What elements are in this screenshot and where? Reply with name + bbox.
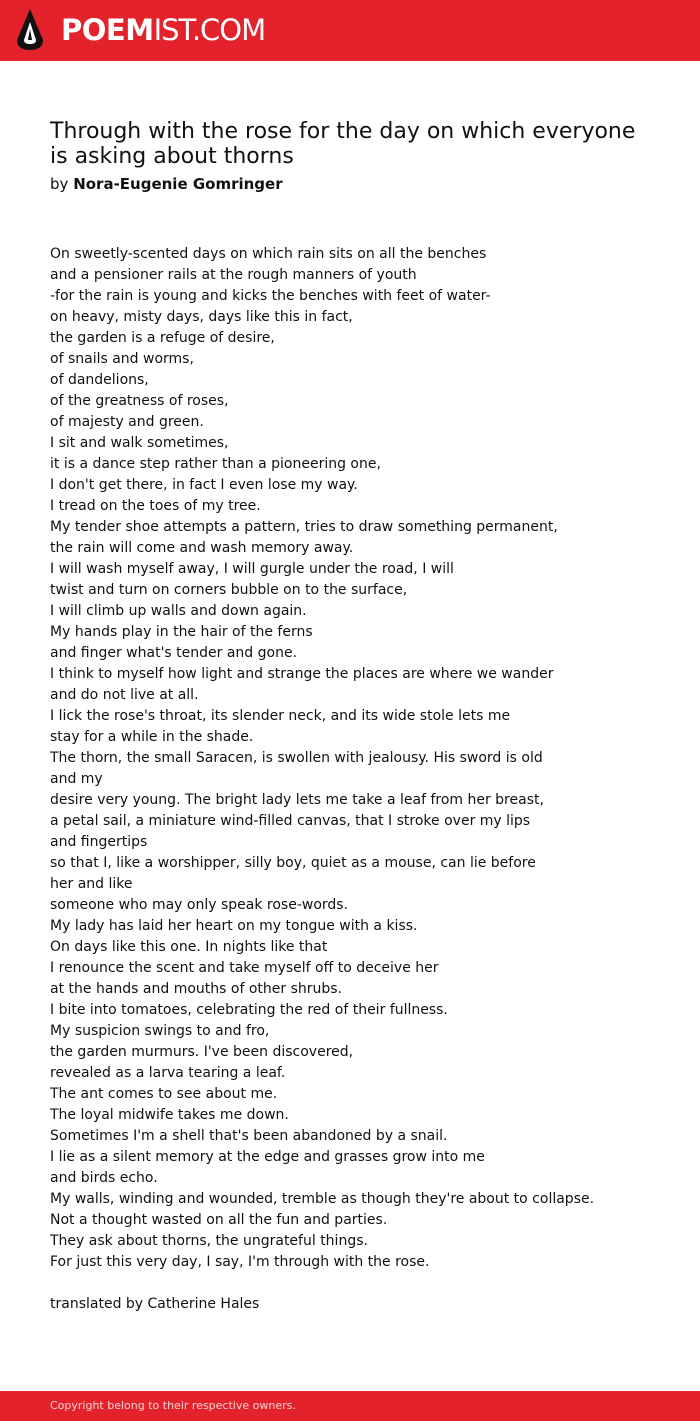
poem-line: I will wash myself away, I will gurgle under the road, I will	[50, 561, 454, 577]
poem-title: Through with the rose for the day on which everyone is asking about thorns	[50, 119, 636, 169]
poem-line: and finger what's tender and gone.	[50, 645, 298, 661]
poem-line: I will climb up walls and down again.	[50, 603, 307, 619]
poem-line: stay for a while in the shade.	[50, 729, 254, 745]
site-footer	[0, 1391, 700, 1421]
pen-nib-icon[interactable]	[16, 9, 44, 51]
poem-line: The thorn, the small Saracen, is swollen with jealousy. His sword is old	[50, 750, 543, 766]
logo-text-bold: POEM	[61, 13, 154, 47]
poem-body	[50, 244, 660, 1273]
poem-line: someone who may only speak rose-words.	[50, 897, 349, 913]
poem-line: My suspicion swings to and fro,	[50, 1023, 270, 1039]
poem-line: I tread on the toes of my tree.	[50, 498, 261, 514]
poem-line: her and like	[50, 876, 133, 892]
copyright-text: Copyright belong to their respective owners.	[50, 1399, 296, 1412]
poem-line: of dandelions,	[50, 372, 149, 388]
poem-line: -for the rain is young and kicks the benches with feet of water-	[50, 288, 491, 304]
poem-line: I lick the rose's throat, its slender neck, and its wide stole lets me	[50, 708, 511, 724]
poem-line: My lady has laid her heart on my tongue with a kiss.	[50, 918, 418, 934]
poem-line: I lie as a silent memory at the edge and grasses grow into me	[50, 1149, 485, 1165]
poem-line: I don't get there, in fact I even lose my way.	[50, 477, 358, 493]
poem-line: My walls, winding and wounded, tremble as though they're about to collapse.	[50, 1191, 595, 1207]
poem-line: and my	[50, 771, 103, 787]
poem-line: Not a thought wasted on all the fun and parties.	[50, 1212, 388, 1228]
poem-line: and birds echo.	[50, 1170, 158, 1186]
poem-line: On sweetly-scented days on which rain sits on all the benches	[50, 246, 487, 262]
poem-line: at the hands and mouths of other shrubs.	[50, 981, 342, 997]
poem-line: the garden is a refuge of desire,	[50, 330, 275, 346]
poem-line: and fingertips	[50, 834, 148, 850]
poem-line: I think to myself how light and strange the places are where we wander	[50, 666, 554, 682]
poem-line: Sometimes I'm a shell that's been abandoned by a snail.	[50, 1128, 448, 1144]
poem-line: I sit and walk sometimes,	[50, 435, 229, 451]
poem-line: so that I, like a worshipper, silly boy, quiet as a mouse, can lie before	[50, 855, 536, 871]
poem-line: revealed as a larva tearing a leaf.	[50, 1065, 286, 1081]
translator-credit: translated by Catherine Hales	[50, 1296, 260, 1312]
poem-line: and a pensioner rails at the rough manners of youth	[50, 267, 417, 283]
poem-line: the garden murmurs. I've been discovered,	[50, 1044, 354, 1060]
poem-line: The loyal midwife takes me down.	[50, 1107, 289, 1123]
poem-line: I renounce the scent and take myself off to deceive her	[50, 960, 439, 976]
poem-line: of the greatness of roses,	[50, 393, 229, 409]
poem-line: and do not live at all.	[50, 687, 199, 703]
poem-line: My tender shoe attempts a pattern, tries to draw something permanent,	[50, 519, 558, 535]
byline	[50, 174, 283, 194]
poem-line: My hands play in the hair of the ferns	[50, 624, 313, 640]
by-label: by	[50, 175, 69, 193]
poem-line: of snails and worms,	[50, 351, 194, 367]
poem-line: On days like this one. In nights like that	[50, 939, 328, 955]
poem-line: desire very young. The bright lady lets me take a leaf from her breast,	[50, 792, 544, 808]
site-header	[0, 0, 700, 61]
poem-line: on heavy, misty days, days like this in fact,	[50, 309, 353, 325]
poem-line: a petal sail, a miniature wind-filled canvas, that I stroke over my lips	[50, 813, 531, 829]
poem-line: They ask about thorns, the ungrateful things.	[50, 1233, 368, 1249]
site-logo[interactable]	[61, 13, 265, 47]
poem-line: twist and turn on corners bubble on to the surface,	[50, 582, 408, 598]
poem-line: of majesty and green.	[50, 414, 204, 430]
poem-line: it is a dance step rather than a pioneering one,	[50, 456, 381, 472]
poem-line: For just this very day, I say, I'm through with the rose.	[50, 1254, 430, 1270]
author-name[interactable]: Nora-Eugenie Gomringer	[73, 175, 283, 193]
logo-text-light: IST.COM	[153, 13, 266, 47]
poem-line: the rain will come and wash memory away.	[50, 540, 354, 556]
poem-line: I bite into tomatoes, celebrating the red of their fullness.	[50, 1002, 448, 1018]
poem-line: The ant comes to see about me.	[50, 1086, 278, 1102]
